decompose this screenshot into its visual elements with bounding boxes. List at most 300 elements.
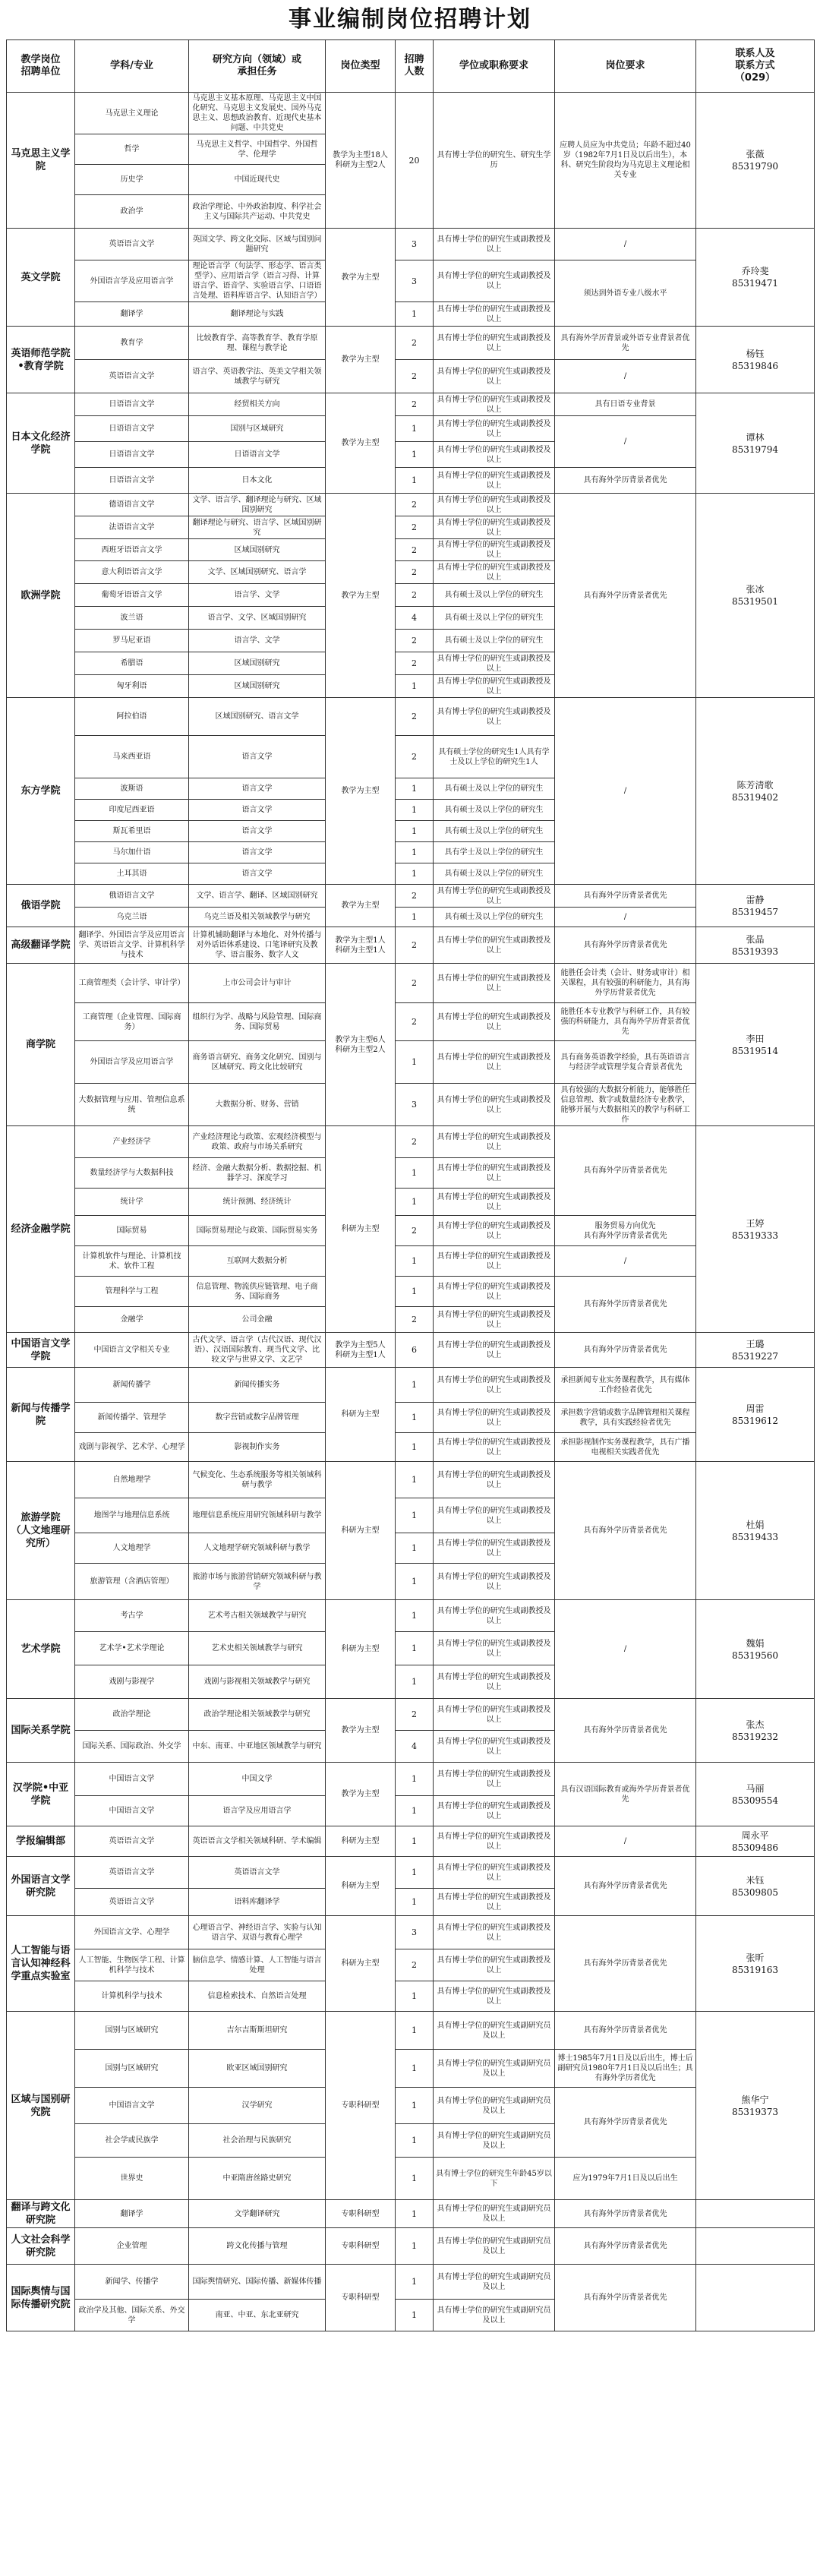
direction-cell: 马克思主义基本原理、马克思主义中国化研究、马克思主义发展史、国外马克思主义、思想政治教育、近现代史基本问题、中共党史 [189,93,326,134]
direction-cell: 语言文学 [189,778,326,800]
type-cell: 教学为主型 [326,494,396,698]
direction-cell: 翻译理论与研究、语言学、区域国别研究 [189,516,326,539]
unit-cell: 国际舆情与国际传播研究院 [7,2265,75,2331]
count-cell: 1 [396,2265,434,2300]
requirement-cell: 具有海外学历背景者优先 [555,1333,696,1368]
degree-cell: 具有博士学位的研究生或副教授及以上 [434,1084,555,1126]
type-cell: 科研为主型 [326,1462,396,1600]
direction-cell: 政治学理论、中外政治制度、科学社会主义与国际共产运动、中共党史 [189,195,326,229]
degree-cell: 具有博士学位的研究生或副教授及以上 [434,539,555,561]
direction-cell: 古代文学、语言学（古代汉语、现代汉语）、汉语国际教育、现当代文学、比较文学与世界文学、文艺学 [189,1333,326,1368]
major-cell: 新闻传播学、管理学 [75,1403,189,1433]
requirement-cell: / [555,908,696,927]
table-row [7,1368,815,1403]
table-row [7,93,815,134]
count-cell: 4 [396,607,434,630]
major-cell: 考古学 [75,1600,189,1632]
unit-cell: 东方学院 [7,698,75,885]
major-cell: 戏剧与影视学 [75,1665,189,1699]
table-row [7,1041,815,1084]
degree-cell: 具有硕士及以上学位的研究生 [434,800,555,821]
table-row [7,1916,815,1949]
table-row [7,2088,815,2124]
degree-cell: 具有博士学位的研究生或副教授及以上 [434,1003,555,1041]
unit-cell: 人文社会科学研究院 [7,2228,75,2265]
degree-cell: 具有硕士及以上学位的研究生 [434,630,555,652]
requirement-cell: 具有海外学历背景者优先 [555,1277,696,1333]
direction-cell: 文学、区域国别研究、语言学 [189,561,326,584]
contact-cell: 张薇 85319790 [696,93,815,229]
requirement-cell: 应聘人员应为中共党员；年龄不超过40岁（1982年7月1日及以后出生），本科、研究生阶段均为马克思主义理论相关专业 [555,93,696,229]
type-cell: 专职科研型 [326,2265,396,2331]
table-row [7,2158,815,2200]
table-row [7,1857,815,1889]
major-cell: 日语语言文学 [75,416,189,442]
unit-cell: 中国语言文学学院 [7,1333,75,1368]
degree-cell: 具有博士学位的研究生或副研究员及以上 [434,2088,555,2124]
direction-cell: 艺术史相关领域教学与研究 [189,1632,326,1665]
type-cell: 科研为主型 [326,1916,396,2012]
major-cell: 政治学及其他、国际关系、外交学 [75,2300,189,2331]
major-cell: 法语语言文学 [75,516,189,539]
requirement-cell: 承担新闻专业实务课程教学，具有媒体工作经验者优先 [555,1368,696,1403]
direction-cell: 文学、语言学、翻译理论与研究、区域国别研究 [189,494,326,516]
major-cell: 数量经济学与大数据科技 [75,1158,189,1189]
unit-cell: 俄语学院 [7,885,75,927]
degree-cell: 具有博士学位的研究生或副教授及以上 [434,1498,555,1533]
count-cell: 2 [396,1003,434,1041]
degree-cell: 具有博士学位的研究生或副教授及以上 [434,1981,555,2012]
count-cell: 2 [396,539,434,561]
degree-cell: 具有博士学位的研究生或副教授及以上 [434,1368,555,1403]
requirement-cell: / [555,229,696,260]
count-cell: 1 [396,442,434,468]
direction-cell: 组织行为学、战略与风险管理、国际商务、国际贸易 [189,1003,326,1041]
degree-cell: 具有博士学位的研究生或副教授及以上 [434,1041,555,1084]
direction-cell: 语言学、英语教学法、英美文学相关领域教学与研究 [189,360,326,393]
direction-cell: 中东、南亚、中亚地区领域教学与研究 [189,1731,326,1763]
unit-cell: 高级翻译学院 [7,927,75,964]
direction-cell: 国际贸易理论与政策、国际贸易实务 [189,1216,326,1246]
direction-cell: 信息检索技术、自然语言处理 [189,1981,326,2012]
degree-cell: 具有博士学位的研究生或副研究员及以上 [434,2012,555,2050]
major-cell: 土耳其语 [75,863,189,885]
table-row [7,885,815,908]
table-row [7,1277,815,1307]
requirement-cell: 具有日语专业背景 [555,393,696,416]
count-cell: 2 [396,964,434,1003]
direction-cell: 气候变化、生态系统服务等相关领域科研与教学 [189,1462,326,1498]
major-cell: 罗马尼亚语 [75,630,189,652]
requirement-cell: 能胜任会计类（会计、财务或审计）相关课程，具有较强的科研能力，具有海外学历背景者优先 [555,964,696,1003]
major-cell: 历史学 [75,165,189,195]
count-cell: 2 [396,360,434,393]
major-cell: 日语语言文学 [75,393,189,416]
direction-cell: 旅游市场与旅游营销研究领域科研与教学 [189,1564,326,1600]
table-row [7,416,815,442]
header-degree: 学位或职称要求 [434,40,555,93]
table-row [7,393,815,416]
major-cell: 翻译学 [75,2200,189,2228]
requirement-cell: / [555,416,696,468]
major-cell: 企业管理 [75,2228,189,2265]
direction-cell: 政治学理论相关领域教学与研究 [189,1699,326,1731]
requirement-cell: 具有海外学历背景者优先 [555,1462,696,1600]
table-row [7,1600,815,1632]
degree-cell: 具有博士学位的研究生或副教授及以上 [434,1333,555,1368]
degree-cell: 具有博士学位的研究生或副教授及以上 [434,1189,555,1216]
unit-cell: 翻译与跨文化研究院 [7,2200,75,2228]
count-cell: 2 [396,927,434,964]
count-cell: 20 [396,93,434,229]
degree-cell: 具有博士学位的研究生或副教授及以上 [434,393,555,416]
count-cell: 1 [396,468,434,494]
count-cell: 2 [396,561,434,584]
table-row [7,1763,815,1796]
unit-cell: 国际关系学院 [7,1699,75,1763]
degree-cell: 具有博士学位的研究生或副教授及以上 [434,1600,555,1632]
major-cell: 乌克兰语 [75,908,189,927]
degree-cell: 具有博士学位的研究生或副教授及以上 [434,1564,555,1600]
direction-cell: 语言文学 [189,821,326,842]
requirement-cell: 具有海外学历背景或外语专业背景者优先 [555,327,696,360]
count-cell: 1 [396,800,434,821]
degree-cell: 具有硕士及以上学位的研究生 [434,908,555,927]
major-cell: 金融学 [75,1307,189,1333]
contact-cell: 熊华宁 85319373 [696,2012,815,2200]
direction-cell: 商务语言研究、商务文化研究、国别与区域研究、跨文化比较研究 [189,1041,326,1084]
requirement-cell: 能胜任本专业教学与科研工作，具有较强的科研能力，具有海外学历背景者优先 [555,1003,696,1041]
requirement-cell: 具有海外学历背景者优先 [555,1699,696,1763]
degree-cell: 具有博士学位的研究生或副教授及以上 [434,1307,555,1333]
count-cell: 3 [396,1916,434,1949]
count-cell: 1 [396,416,434,442]
requirement-cell: 博士1985年7月1日及以后出生，博士后副研究员1980年7月1日及以后出生；具有海外学历者优先 [555,2050,696,2088]
count-cell: 2 [396,327,434,360]
major-cell: 外国语言文学、心理学 [75,1916,189,1949]
contact-cell [696,2200,815,2228]
major-cell: 新闻传播学 [75,1368,189,1403]
contact-cell: 马丽 85309554 [696,1763,815,1826]
type-cell: 教学为主型 [326,698,396,885]
type-cell: 科研为主型 [326,1368,396,1462]
direction-cell: 数字营销或数字品牌管理 [189,1403,326,1433]
contact-cell: 米钰 85309805 [696,1857,815,1916]
table-row [7,964,815,1003]
major-cell: 英语语言文学 [75,360,189,393]
count-cell: 6 [396,1333,434,1368]
header-type: 岗位类型 [326,40,396,93]
recruitment-document [6,0,814,2331]
contact-cell: 周永平 85309486 [696,1826,815,1857]
count-cell: 3 [396,260,434,302]
count-cell: 4 [396,1731,434,1763]
major-cell: 社会学或民族学 [75,2124,189,2158]
table-row [7,494,815,516]
count-cell: 1 [396,2124,434,2158]
type-cell: 教学为主型 [326,229,396,327]
unit-cell: 英文学院 [7,229,75,327]
count-cell: 1 [396,1246,434,1277]
count-cell: 1 [396,1981,434,2012]
degree-cell: 具有博士学位的研究生或副研究员及以上 [434,2265,555,2300]
count-cell: 1 [396,1600,434,1632]
direction-cell: 区域国别研究 [189,675,326,698]
direction-cell: 欧亚区域国别研究 [189,2050,326,2088]
major-cell: 马克思主义理论 [75,93,189,134]
degree-cell: 具有博士学位的研究生或副教授及以上 [434,1158,555,1189]
major-cell: 翻译学 [75,302,189,327]
unit-cell: 英语师范学院•教育学院 [7,327,75,393]
direction-cell: 脑信息学、情感计算、人工智能与语言处理 [189,1949,326,1981]
direction-cell: 戏剧与影视相关领域教学与研究 [189,1665,326,1699]
table-body [7,93,815,2331]
requirement-cell: 具有海外学历背景者优先 [555,468,696,494]
count-cell: 1 [396,1796,434,1826]
type-cell: 教学为主型 [326,1699,396,1763]
requirement-cell: 具有海外学历背景者优先 [555,1857,696,1916]
contact-cell [696,2228,815,2265]
requirement-cell: 具有海外学历背景者优先 [555,494,696,698]
contact-cell: 张昕 85319163 [696,1916,815,2012]
degree-cell: 具有博士学位的研究生或副教授及以上 [434,360,555,393]
major-cell: 日语语言文学 [75,468,189,494]
direction-cell: 中亚隋唐丝路史研究 [189,2158,326,2200]
count-cell: 2 [396,1216,434,1246]
major-cell: 印度尼西亚语 [75,800,189,821]
count-cell: 1 [396,1564,434,1600]
direction-cell: 乌克兰语及相关领域教学与研究 [189,908,326,927]
degree-cell: 具有博士学位的研究生或副教授及以上 [434,964,555,1003]
direction-cell: 艺术考古相关领域教学与研究 [189,1600,326,1632]
degree-cell: 具有博士学位的研究生或副教授及以上 [434,516,555,539]
major-cell: 计算机科学与技术 [75,1981,189,2012]
type-cell: 专职科研型 [326,2012,396,2200]
direction-cell: 日语语言文学 [189,442,326,468]
direction-cell: 产业经济理论与政策、宏观经济模型与政策、政府与市场关系研究 [189,1126,326,1158]
degree-cell: 具有博士学位的研究生或副教授及以上 [434,1433,555,1462]
count-cell: 2 [396,1126,434,1158]
requirement-cell: 具有海外学历背景者优先 [555,2265,696,2331]
requirement-cell: 具有海外学历背景者优先 [555,1916,696,2012]
major-cell: 葡萄牙语语言文学 [75,584,189,607]
count-cell: 2 [396,584,434,607]
table-row [7,1246,815,1277]
count-cell: 2 [396,698,434,736]
degree-cell: 具有博士学位的研究生或副研究员及以上 [434,2124,555,2158]
degree-cell: 具有博士学位的研究生或副教授及以上 [434,1665,555,1699]
major-cell: 英语语言文学 [75,229,189,260]
degree-cell: 具有博士学位的研究生、研究生学历 [434,93,555,229]
requirement-cell: / [555,1246,696,1277]
direction-cell: 语言文学 [189,863,326,885]
direction-cell: 大数据分析、财务、营销 [189,1084,326,1126]
major-cell: 新闻学、传播学 [75,2265,189,2300]
count-cell: 1 [396,2012,434,2050]
unit-cell: 日本文化经济学院 [7,393,75,494]
contact-cell: 张杰 85319232 [696,1699,815,1763]
direction-cell: 互联网大数据分析 [189,1246,326,1277]
direction-cell: 社会治理与民族研究 [189,2124,326,2158]
table-row [7,927,815,964]
table-header-row [7,40,815,93]
table-row [7,698,815,736]
table-row [7,908,815,927]
count-cell: 1 [396,2050,434,2088]
degree-cell: 具有博士学位的研究生或副教授及以上 [434,327,555,360]
type-cell: 教学为主型1人 科研为主型1人 [326,927,396,964]
direction-cell: 区域国别研究、语言文学 [189,698,326,736]
count-cell: 1 [396,908,434,927]
type-cell: 教学为主型 [326,1763,396,1826]
degree-cell: 具有博士学位的研究生或副教授及以上 [434,1246,555,1277]
header-contact: 联系人及 联系方式 （029） [696,40,815,93]
major-cell: 统计学 [75,1189,189,1216]
table-row [7,1126,815,1158]
type-cell: 教学为主型 [326,885,396,927]
major-cell: 马来西亚语 [75,736,189,778]
table-row [7,2200,815,2228]
degree-cell: 具有硕士及以上学位的研究生 [434,821,555,842]
major-cell: 地图学与地理信息系统 [75,1498,189,1533]
major-cell: 世界史 [75,2158,189,2200]
requirement-cell: 具有汉语国际教育或海外学历背景者优先 [555,1763,696,1826]
contact-cell: 魏娟 85319560 [696,1600,815,1699]
requirement-cell: / [555,1826,696,1857]
unit-cell: 汉学院•中亚学院 [7,1763,75,1826]
table-row [7,2050,815,2088]
direction-cell: 语言学、文学 [189,584,326,607]
recruitment-table [6,39,815,2331]
count-cell: 3 [396,1084,434,1126]
degree-cell: 具有博士学位的研究生或副教授及以上 [434,1889,555,1916]
major-cell: 翻译学、外国语言学及应用语言学、英语语言文学、计算机科学与技术 [75,927,189,964]
direction-cell: 中国文学 [189,1763,326,1796]
degree-cell: 具有博士学位的研究生或副教授及以上 [434,442,555,468]
requirement-cell: 具有海外学历背景者优先 [555,2228,696,2265]
degree-cell: 具有博士学位的研究生或副教授及以上 [434,561,555,584]
type-cell: 教学为主型6人 科研为主型2人 [326,964,396,1126]
table-row [7,2228,815,2265]
direction-cell: 国际舆情研究、国际传播、新媒体传播 [189,2265,326,2300]
count-cell: 1 [396,821,434,842]
major-cell: 波兰语 [75,607,189,630]
degree-cell: 具有博士学位的研究生或副教授及以上 [434,652,555,675]
major-cell: 西班牙语语言文学 [75,539,189,561]
contact-cell: 乔玲斐 85319471 [696,229,815,327]
direction-cell: 语言学及应用语言学 [189,1796,326,1826]
count-cell: 2 [396,630,434,652]
contact-cell [696,2265,815,2331]
degree-cell: 具有博士学位的研究生或副教授及以上 [434,468,555,494]
direction-cell: 区域国别研究 [189,652,326,675]
header-unit: 教学岗位 招聘单位 [7,40,75,93]
direction-cell: 语言文学 [189,736,326,778]
count-cell: 1 [396,842,434,863]
major-cell: 波斯语 [75,778,189,800]
unit-cell: 马克思主义学院 [7,93,75,229]
major-cell: 自然地理学 [75,1462,189,1498]
major-cell: 国别与区域研究 [75,2012,189,2050]
direction-cell: 吉尔吉斯斯坦研究 [189,2012,326,2050]
count-cell: 1 [396,2200,434,2228]
table-row [7,360,815,393]
type-cell: 教学为主型5人 科研为主型1人 [326,1333,396,1368]
degree-cell: 具有博士学位的研究生或副教授及以上 [434,260,555,302]
count-cell: 1 [396,1763,434,1796]
degree-cell: 具有博士学位的研究生或副教授及以上 [434,1826,555,1857]
table-row [7,1462,815,1498]
degree-cell: 具有博士学位的研究生或副教授及以上 [434,229,555,260]
major-cell: 计算机软件与理论、计算机技术、软件工程 [75,1246,189,1277]
direction-cell: 影视制作实务 [189,1433,326,1462]
direction-cell: 语言文学 [189,800,326,821]
degree-cell: 具有博士学位的研究生或副教授及以上 [434,1277,555,1307]
degree-cell: 具有博士学位的研究生或副教授及以上 [434,1731,555,1763]
requirement-cell: / [555,1600,696,1699]
direction-cell: 心理语言学、神经语言学、实验与认知语言学、双语与教育心理学 [189,1916,326,1949]
major-cell: 中国语言文学 [75,1796,189,1826]
major-cell: 英语语言文学 [75,1889,189,1916]
unit-cell: 欧洲学院 [7,494,75,698]
count-cell: 2 [396,1949,434,1981]
count-cell: 1 [396,1189,434,1216]
major-cell: 英语语言文学 [75,1857,189,1889]
major-cell: 外国语言学及应用语言学 [75,1041,189,1084]
degree-cell: 具有博士学位的研究生或副教授及以上 [434,1916,555,1949]
direction-cell: 英国文学、跨文化交际、区域与国别问题研究 [189,229,326,260]
count-cell: 2 [396,652,434,675]
major-cell: 斯瓦希里语 [75,821,189,842]
degree-cell: 具有博士学位的研究生年龄45岁以下 [434,2158,555,2200]
direction-cell: 经贸相关方向 [189,393,326,416]
count-cell: 1 [396,1533,434,1564]
degree-cell: 具有博士学位的研究生或副教授及以上 [434,1533,555,1564]
header-major: 学科/专业 [75,40,189,93]
unit-cell: 人工智能与语言认知神经科学重点实验室 [7,1916,75,2012]
count-cell: 2 [396,393,434,416]
direction-cell: 语言文学 [189,842,326,863]
count-cell: 2 [396,516,434,539]
count-cell: 1 [396,1158,434,1189]
degree-cell: 具有博士学位的研究生或副研究员及以上 [434,2300,555,2331]
major-cell: 阿拉伯语 [75,698,189,736]
unit-cell: 区域与国别研究院 [7,2012,75,2200]
direction-cell: 语言学、文学、区域国别研究 [189,607,326,630]
direction-cell: 国别与区域研究 [189,416,326,442]
major-cell: 人文地理学 [75,1533,189,1564]
table-row [7,1433,815,1462]
major-cell: 工商管理类（会计学、审计学） [75,964,189,1003]
major-cell: 人工智能、生物医学工程、计算机科学与技术 [75,1949,189,1981]
contact-cell: 谭林 85319794 [696,393,815,494]
unit-cell: 旅游学院 （人文地理研究所） [7,1462,75,1600]
degree-cell: 具有硕士及以上学位的研究生 [434,863,555,885]
table-row [7,2012,815,2050]
header-direction: 研究方向（领域）或 承担任务 [189,40,326,93]
unit-cell: 商学院 [7,964,75,1126]
type-cell: 专职科研型 [326,2200,396,2228]
direction-cell: 马克思主义哲学、中国哲学、外国哲学、伦理学 [189,134,326,165]
requirement-cell: 服务贸易方向优先 具有海外学历背景者优先 [555,1216,696,1246]
major-cell: 希腊语 [75,652,189,675]
degree-cell: 具有博士学位的研究生或副教授及以上 [434,698,555,736]
degree-cell: 具有博士学位的研究生或副教授及以上 [434,1403,555,1433]
table-row [7,1084,815,1126]
count-cell: 1 [396,1041,434,1084]
requirement-cell: 具有海外学历背景者优先 [555,927,696,964]
count-cell: 2 [396,1307,434,1333]
